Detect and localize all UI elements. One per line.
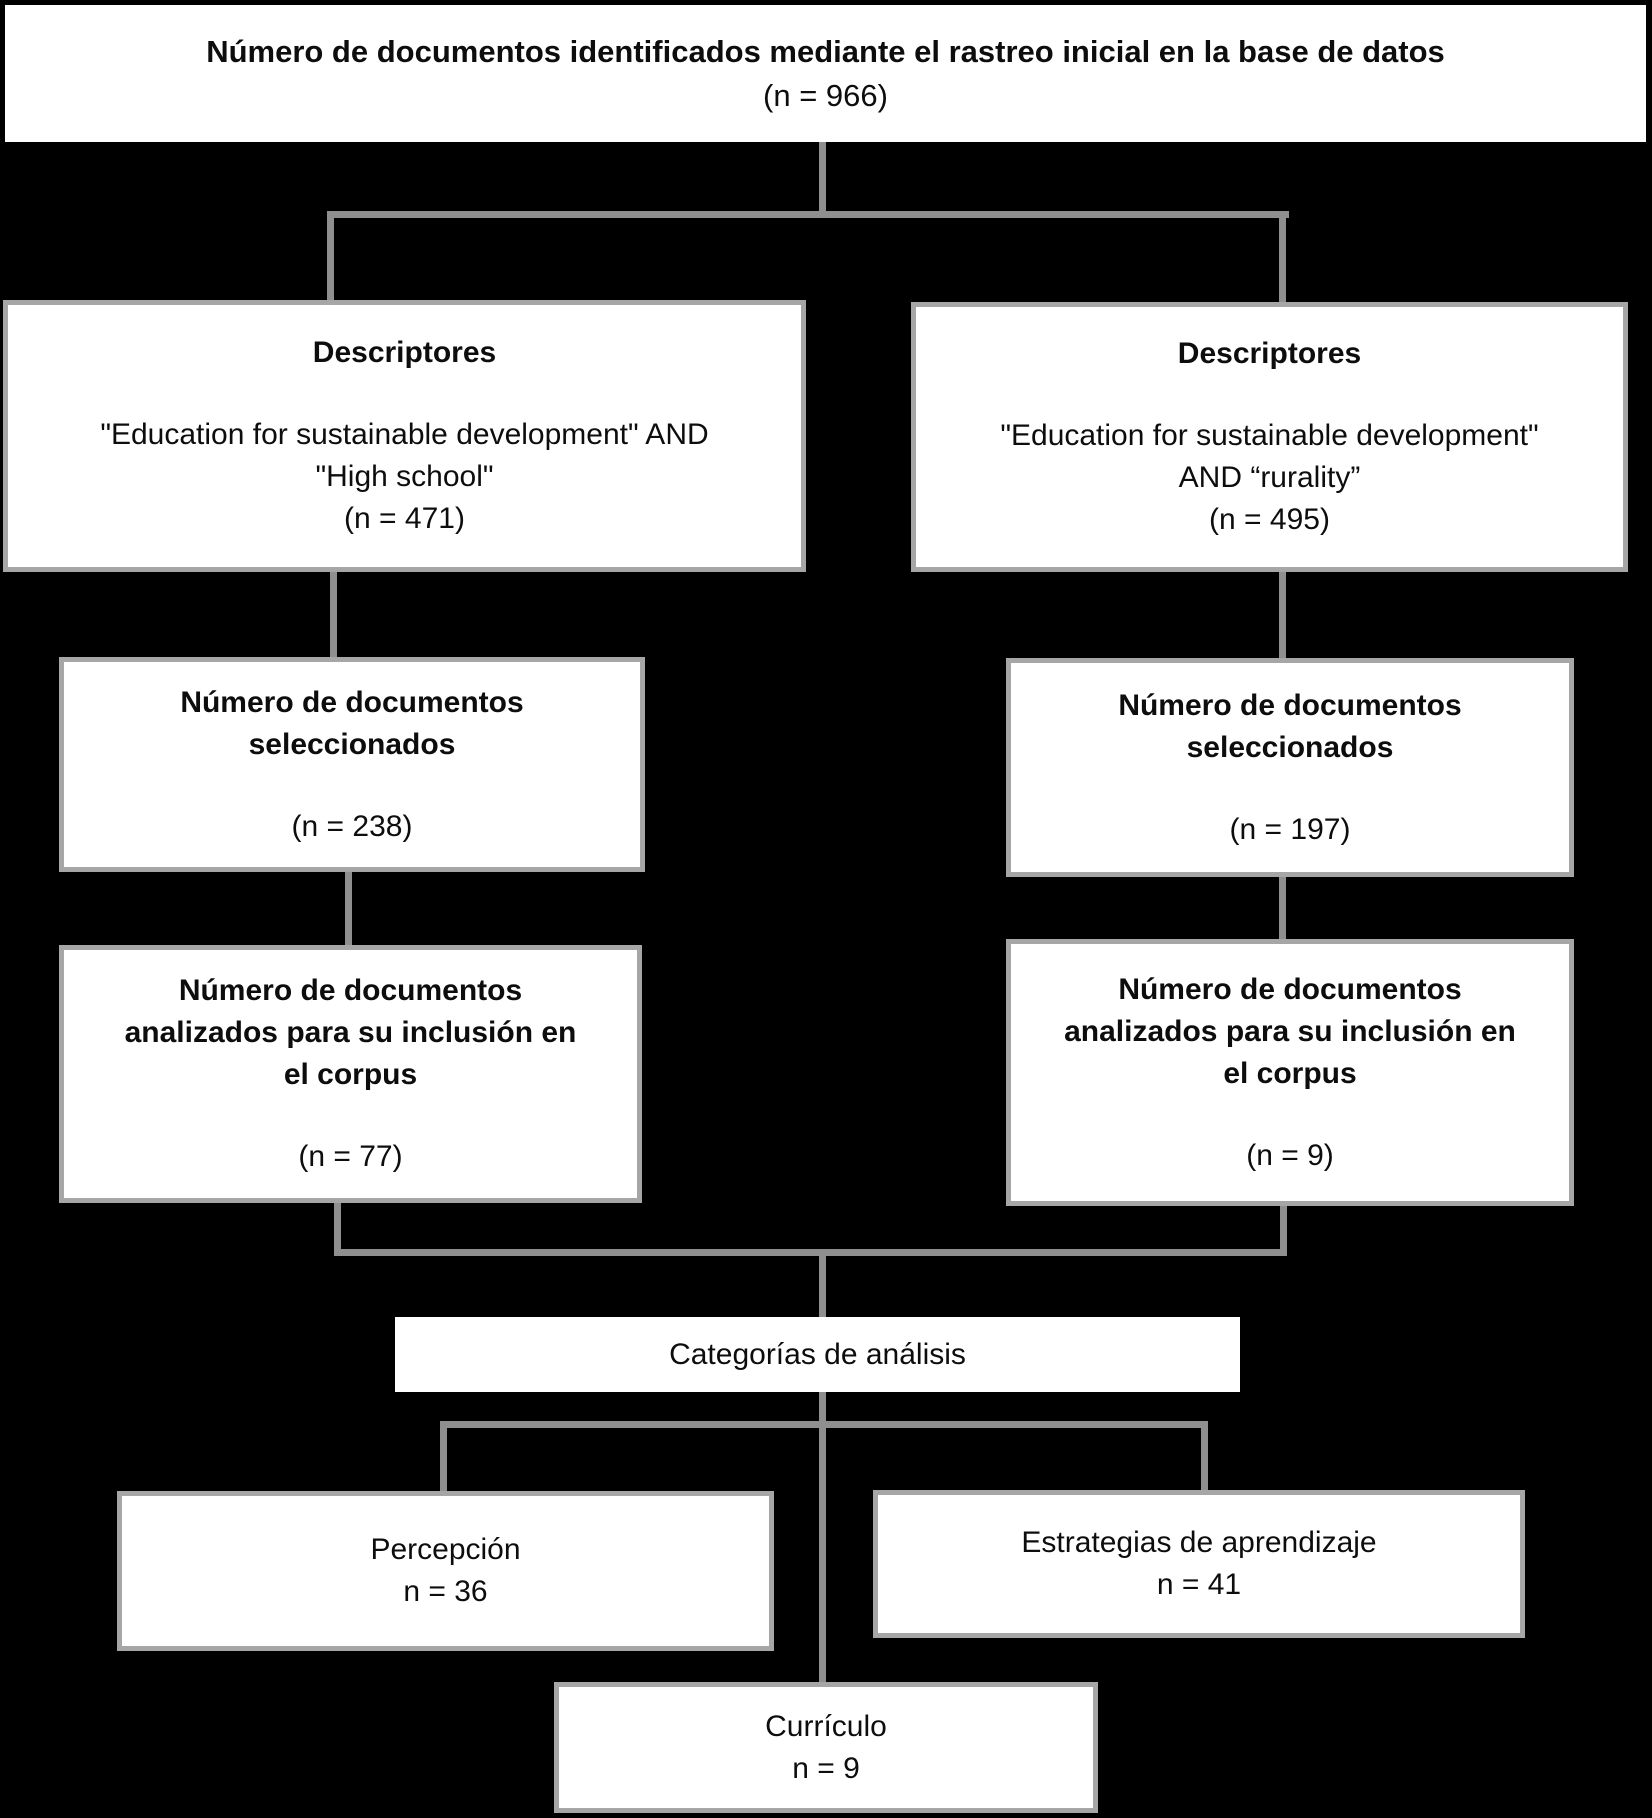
node-initial-title: Número de documentos identificados mediante el rastreo inicial en la base de datos: [206, 34, 1445, 70]
node-analyzed-left-title-3: el corpus: [283, 1058, 418, 1091]
node-descriptors-right-query-1: "Education for sustainable development": [1000, 419, 1539, 452]
node-curriculum-title: Currículo: [765, 1709, 887, 1743]
node-perception-title: Percepción: [370, 1533, 521, 1566]
node-strategies: [873, 1490, 1525, 1638]
node-descriptors-left-query-2: "High school": [315, 460, 494, 493]
node-descriptors-left-query-1: "Education for sustainable development" AND: [100, 418, 709, 451]
node-strategies-count: n = 41: [1156, 1568, 1242, 1601]
node-analyzed-right-title-1: Número de documentos: [1118, 972, 1462, 1006]
node-selected-left-title-1: Número de documentos: [180, 685, 524, 719]
connector-categories-center-down: [819, 1392, 826, 1684]
node-analyzed-left-title-2: analizados para su inclusión en: [124, 1016, 577, 1049]
node-analyzed-right-count: (n = 9): [1246, 1138, 1334, 1172]
connector-split-right-down: [1201, 1421, 1208, 1492]
connector-initial-down: [819, 141, 826, 218]
node-categories: [395, 1317, 1240, 1392]
node-categories-title: Categorías de análisis: [669, 1337, 966, 1371]
node-descriptors-left-title: Descriptores: [312, 336, 497, 369]
node-descriptors-left-count: (n = 471): [344, 502, 465, 535]
node-selected-right: [1006, 658, 1574, 877]
node-initial-documents: [5, 5, 1646, 142]
node-curriculum-count: n = 9: [792, 1751, 860, 1785]
node-descriptors-right: [911, 302, 1628, 572]
connector-merge-horizontal: [334, 1249, 1287, 1256]
connector-branch-left-down: [327, 211, 334, 302]
node-analyzed-right-title-2: analizados para su inclusión en: [1064, 1014, 1516, 1048]
node-analyzed-left: [59, 945, 642, 1203]
node-initial-count: (n = 966): [763, 77, 888, 113]
node-descriptors-right-query-2: AND “rurality”: [1178, 461, 1361, 494]
connector-branch-horizontal: [327, 211, 1289, 218]
node-analyzed-left-count: (n = 77): [298, 1140, 403, 1173]
node-selected-right-title-1: Número de documentos: [1118, 688, 1462, 722]
connector-sel-left-down: [345, 870, 352, 947]
node-selected-left-count: (n = 238): [291, 809, 413, 843]
node-strategies-title: Estrategias de aprendizaje: [1021, 1526, 1377, 1559]
connector-sel-right-down: [1279, 875, 1286, 941]
node-analyzed-left-title-1: Número de documentos: [178, 974, 523, 1007]
node-selected-left: [59, 657, 645, 872]
connector-desc-left-down: [330, 570, 337, 659]
node-analyzed-right: [1006, 939, 1574, 1206]
node-analyzed-right-title-3: el corpus: [1223, 1056, 1357, 1090]
node-descriptors-right-count: (n = 495): [1209, 503, 1330, 536]
connector-merge-left-stub: [334, 1201, 341, 1256]
node-selected-right-count: (n = 197): [1229, 812, 1351, 846]
node-descriptors-left: [3, 300, 806, 572]
node-perception: [117, 1491, 774, 1651]
connector-merge-right-stub: [1280, 1204, 1287, 1256]
connector-split-left-down: [440, 1421, 447, 1493]
connector-merge-center-down: [819, 1249, 826, 1319]
node-selected-left-title-2: seleccionados: [248, 727, 456, 761]
node-selected-right-title-2: seleccionados: [1186, 730, 1394, 764]
connector-split-horizontal: [440, 1421, 1208, 1428]
connector-desc-right-down: [1279, 570, 1286, 660]
node-descriptors-right-title: Descriptores: [1177, 337, 1362, 370]
node-curriculum: [554, 1682, 1098, 1813]
node-perception-count: n = 36: [403, 1575, 488, 1608]
connector-branch-right-down: [1279, 211, 1286, 304]
